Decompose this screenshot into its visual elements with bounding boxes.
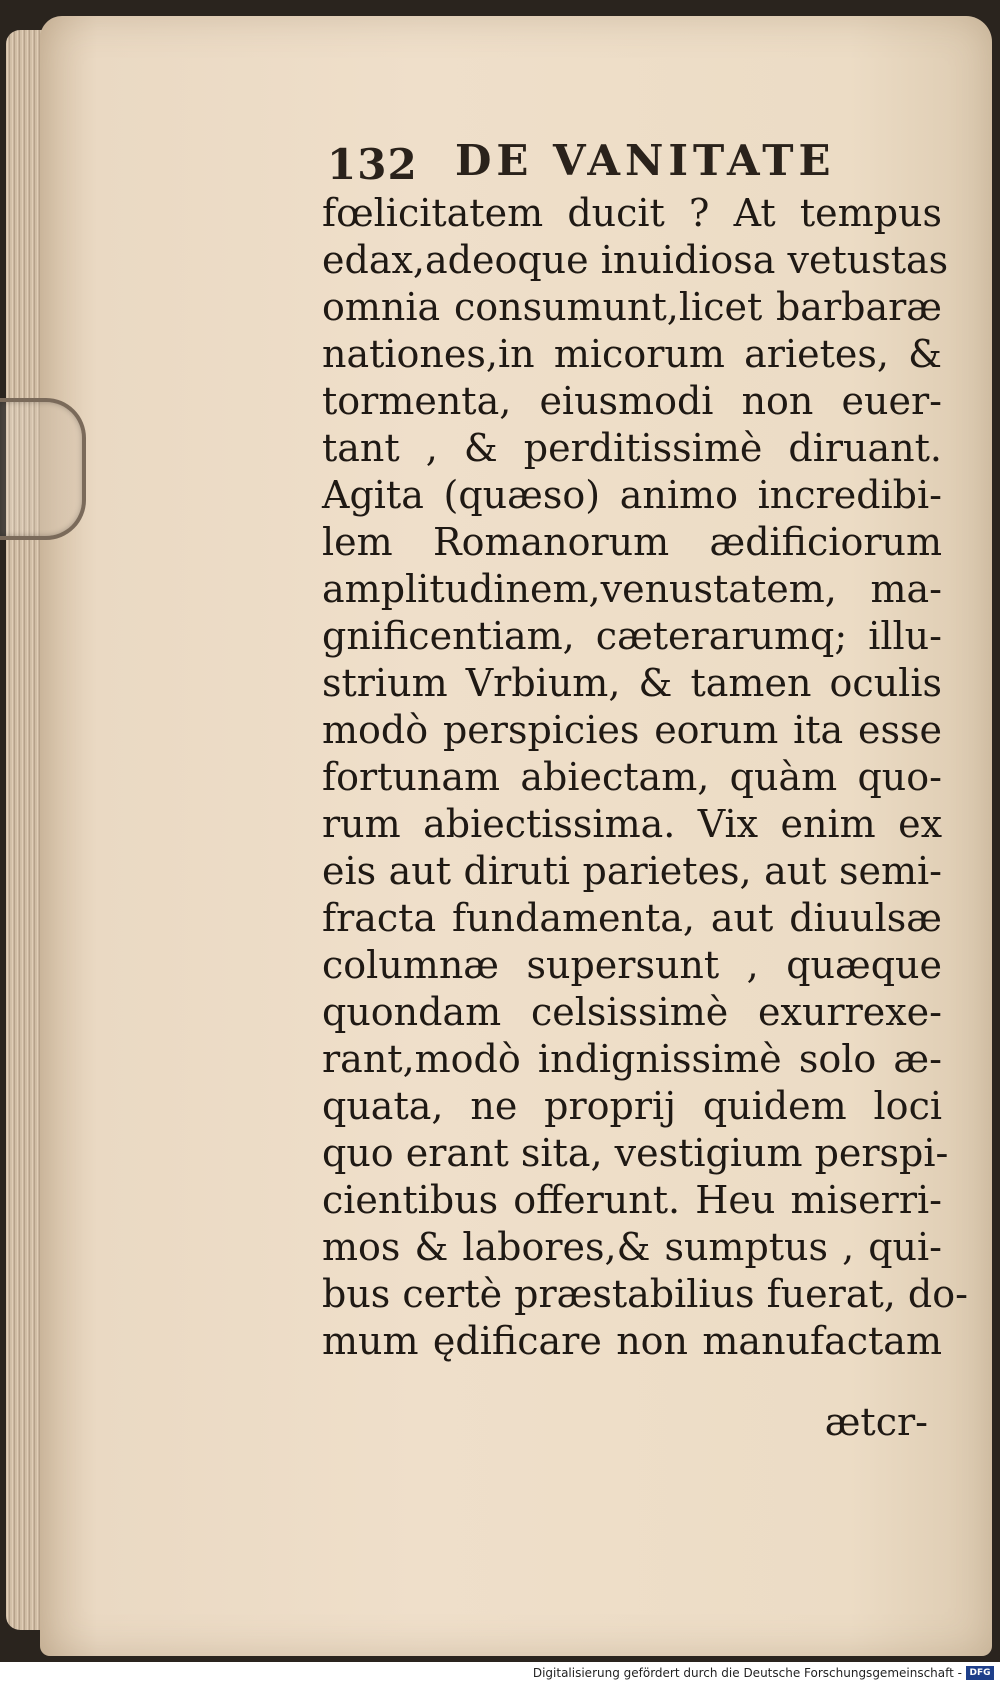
page-number: 132 bbox=[327, 140, 418, 189]
running-head: DE VANITATE bbox=[455, 136, 836, 185]
catchword: ætcr- bbox=[824, 1400, 928, 1444]
text-line: tormenta, eiusmodi non euer- bbox=[322, 379, 942, 423]
text-line: amplitudinem,venustatem, ma- bbox=[322, 567, 942, 611]
text-line: strium Vrbium, & tamen oculis bbox=[322, 661, 942, 705]
text-line: rant,modò indignissimè solo æ- bbox=[322, 1037, 942, 1081]
body-text bbox=[322, 190, 968, 1365]
text-line: Agita (quæso) animo incredibi- bbox=[322, 473, 942, 517]
text-line: quata, ne proprij quidem loci bbox=[322, 1084, 942, 1128]
book-clasp bbox=[0, 398, 86, 540]
text-line: fœlicitatem ducit ? At tempus bbox=[322, 191, 942, 235]
text-line: mos & labores,& sumptus , qui- bbox=[322, 1225, 942, 1269]
text-line: lem Romanorum ædificiorum bbox=[322, 520, 942, 564]
footer-credit: Digitalisierung gefördert durch die Deutsche Forschungsgemeinschaft - bbox=[532, 1666, 962, 1680]
text-line: bus certè præstabilius fuerat, do- bbox=[322, 1272, 968, 1316]
text-line: quondam celsissimè exurrexe- bbox=[322, 990, 942, 1034]
text-line: tant , & perditissimè diruant. bbox=[322, 426, 942, 470]
footer-bar bbox=[0, 1662, 1000, 1685]
text-line: omnia consumunt,licet barbaræ bbox=[322, 285, 942, 329]
text-line: mum ędificare non manufactam bbox=[322, 1319, 942, 1363]
text-line: quo erant sita, vestigium perspi- bbox=[322, 1131, 949, 1175]
text-line: gnificentiam, cæterarumq; illu- bbox=[322, 614, 942, 658]
text-line: rum abiectissima. Vix enim ex bbox=[322, 802, 942, 846]
text-line: edax,adeoque inuidiosa vetustas bbox=[322, 238, 949, 282]
dfg-logo: DFG bbox=[966, 1666, 994, 1680]
text-line: columnæ supersunt , quæque bbox=[322, 943, 942, 987]
text-line: fortunam abiectam, quàm quo- bbox=[322, 755, 942, 799]
text-line: fracta fundamenta, aut diuulsæ bbox=[322, 896, 942, 940]
text-line: cientibus offerunt. Heu miserri- bbox=[322, 1178, 942, 1222]
text-line: modò perspicies eorum ita esse bbox=[322, 708, 942, 752]
text-line: eis aut diruti parietes, aut semi- bbox=[322, 849, 942, 893]
text-line: nationes,in micorum arietes, & bbox=[322, 332, 942, 376]
